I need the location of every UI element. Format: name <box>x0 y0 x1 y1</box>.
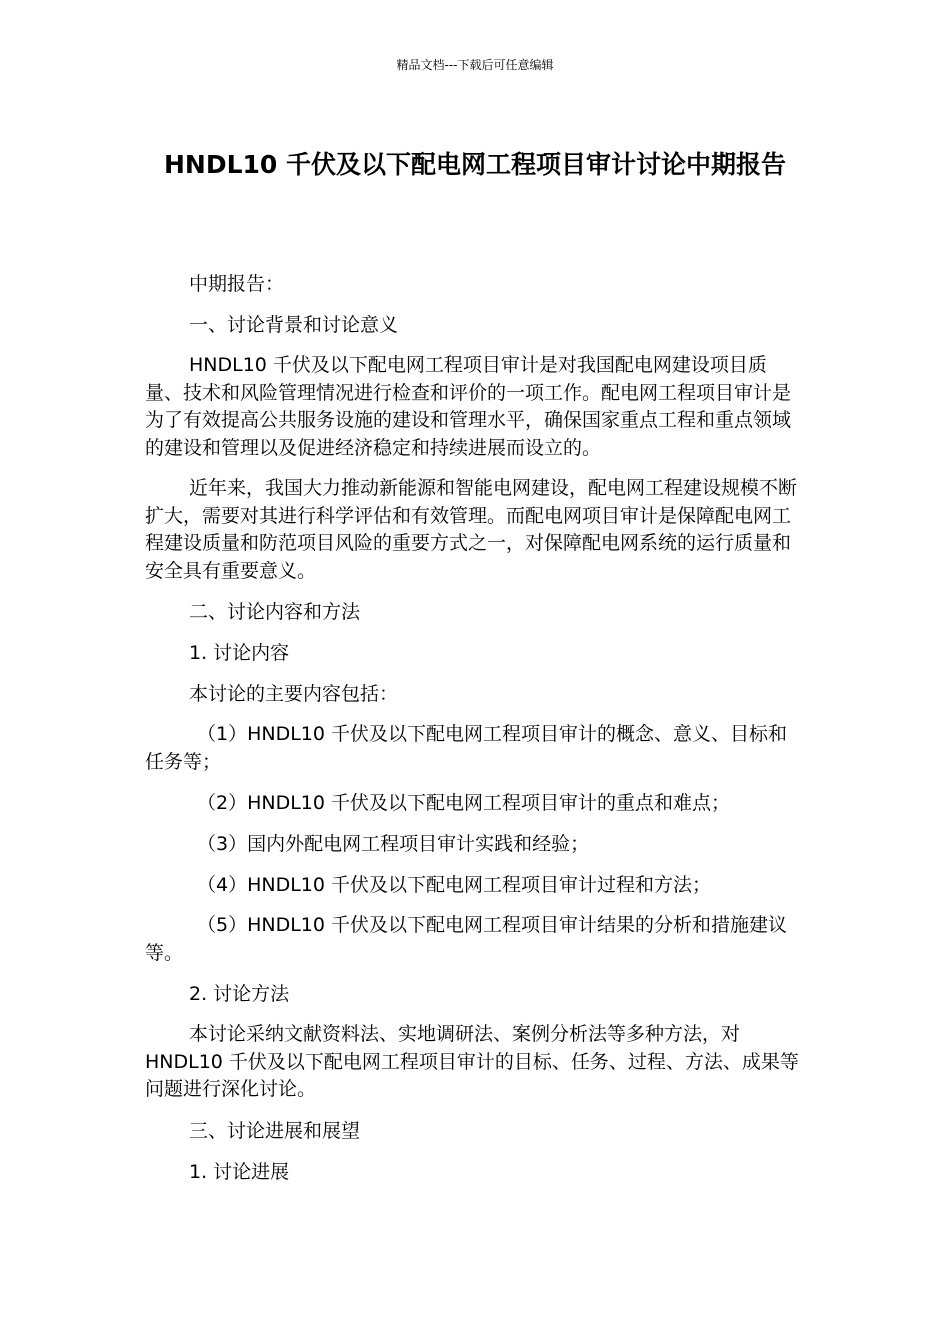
list-item-5: （5）HNDL10 千伏及以下配电网工程项目审计结果的分析和措施建议等。 <box>145 914 788 964</box>
list-item-3: （3）国内外配电网工程项目审计实践和经验； <box>197 833 590 855</box>
paragraph-significance: 近年来，我国大力推动新能源和智能电网建设，配电网工程建设规模不断扩大，需要对其进行科学评估和有效管理。而配电网项目审计是保障配电网工程建设质量和防范项目风险的重要方式之一，对保障配电网系统的运行质量和安全具有重要意义。 <box>145 477 798 582</box>
section-heading-1: 一、讨论背景和讨论意义 <box>189 314 399 336</box>
document-body <box>145 270 800 1186</box>
subsection-heading-method: 2. 讨论方法 <box>189 983 290 1005</box>
subsection-heading-content: 1. 讨论内容 <box>189 642 290 664</box>
paragraph-intro-label: 中期报告： <box>189 273 285 295</box>
list-item-4: （4）HNDL10 千伏及以下配电网工程项目审计过程和方法； <box>197 874 712 896</box>
paragraph-content-intro: 本讨论的主要内容包括： <box>189 683 399 705</box>
list-item-1: （1）HNDL10 千伏及以下配电网工程项目审计的概念、意义、目标和任务等； <box>145 723 788 773</box>
document-title: HNDL10 千伏及以下配电网工程项目审计讨论中期报告 <box>163 150 787 179</box>
section-heading-2: 二、讨论内容和方法 <box>189 601 361 623</box>
paragraph-method: 本讨论采纳文献资料法、实地调研法、案例分析法等多种方法，对 HNDL10 千伏及以下配电网工程项目审计的目标、任务、过程、方法、成果等问题进行深化讨论。 <box>145 1023 799 1100</box>
list-item-2: （2）HNDL10 千伏及以下配电网工程项目审计的重点和难点； <box>197 792 731 814</box>
subsection-heading-progress: 1. 讨论进展 <box>189 1160 290 1183</box>
header-note: 精品文档---下载后可任意编辑 <box>396 58 554 72</box>
section-heading-3: 三、讨论进展和展望 <box>189 1119 361 1142</box>
paragraph-background: HNDL10 千伏及以下配电网工程项目审计是对我国配电网建设项目质量、技术和风险管理情况进行检查和评价的一项工作。配电网工程项目审计是为了有效提高公共服务设施的建设和管理水平，确保国家重点工程和重点领域的建设和管理以及促进经济稳定和持续进展而设立的。 <box>145 354 792 459</box>
